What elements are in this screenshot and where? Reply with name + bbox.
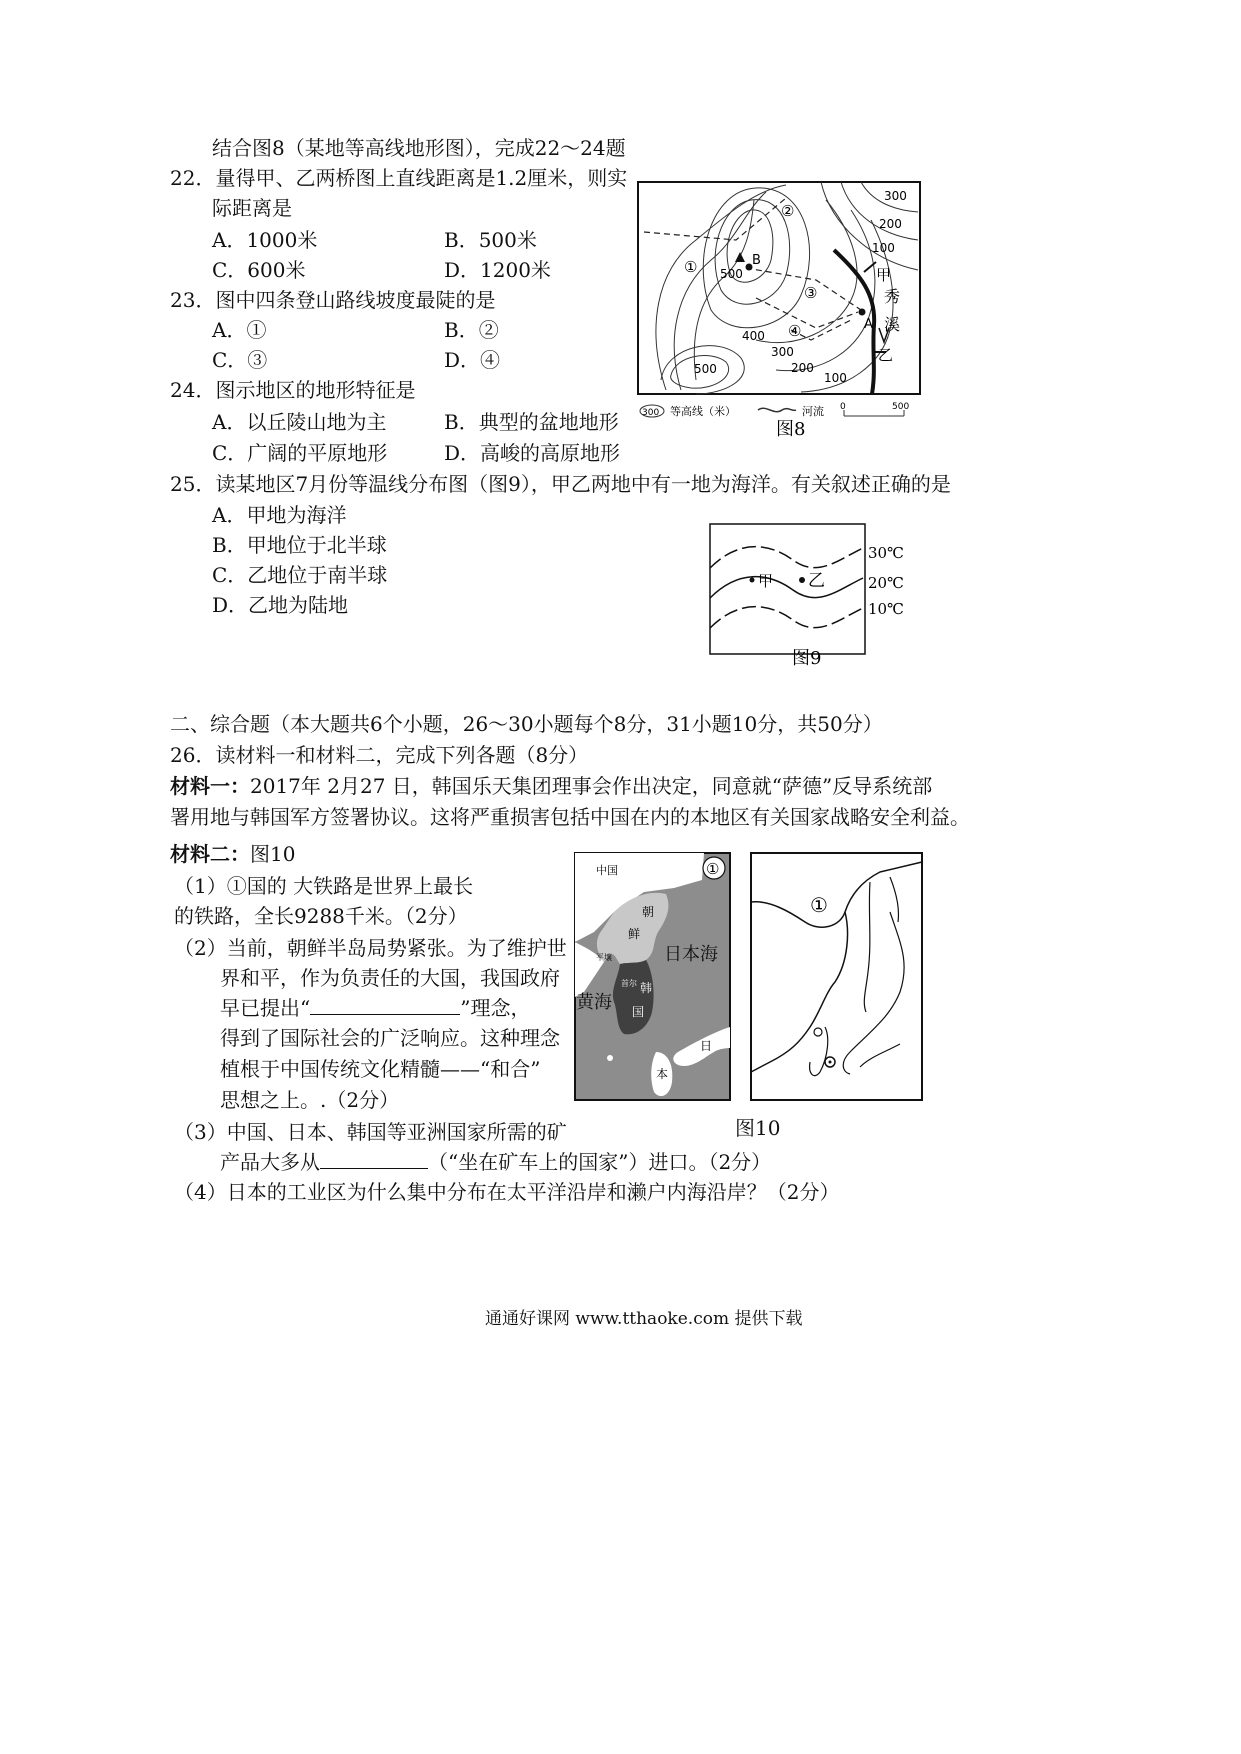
legend-contour-label: 等高线（米） [670, 405, 736, 418]
figure-9-isotherm-map [708, 520, 923, 670]
q25-option-a: A．甲地为海洋 [212, 503, 347, 527]
q26-part-2-line-3-suffix: ”理念， [460, 996, 531, 1020]
figure-10-caption: 图10 [735, 1116, 781, 1140]
q24-option-d: D．高峻的高原地形 [444, 441, 621, 465]
yi-label: 乙 [808, 571, 825, 591]
q22-stem-cont: 际距离是 [212, 196, 292, 220]
label-100-top: 100 [872, 241, 895, 255]
q24-option-a: A．以丘陵山地为主 [212, 410, 387, 434]
figure-8-contour-map [636, 180, 926, 438]
map-label-japan-sea: 日本海 [664, 944, 718, 965]
footer-credit: 通通好课网 www.tthaoke.com 提供下载 [485, 1309, 803, 1329]
q25-option-c: C．乙地位于南半球 [212, 563, 388, 587]
q22-stem: 22．量得甲、乙两桥图上直线距离是1.2厘米，则实 [170, 166, 628, 190]
label-300: 300 [771, 345, 794, 359]
map-circle-1-left: ① [706, 860, 720, 878]
q26-part-3-line-2 [220, 1150, 771, 1174]
q26-part-3-line-1: （3）中国、日本、韩国等亚洲国家所需的矿 [174, 1120, 567, 1144]
bridge-yi-label: 乙 [878, 346, 894, 364]
map-label-ben: 本 [656, 1067, 669, 1081]
label-200: 200 [791, 361, 814, 375]
bridge-jia-label: 甲 [876, 266, 892, 284]
river-xi-label: 溪 [884, 315, 901, 334]
answer-blank-2[interactable] [310, 996, 460, 1015]
intro-text: 结合图8（某地等高线地形图），完成22～24题 [212, 136, 626, 160]
map-label-china: 中国 [596, 864, 618, 877]
q26-part-1-line-1: （1）①国的 大铁路是世界上最长 [174, 874, 474, 898]
svg-text:0: 0 [840, 402, 846, 412]
q26-part-4: （4）日本的工业区为什么集中分布在太平洋沿岸和濑户内海沿岸？（2分） [174, 1180, 840, 1204]
q22-option-b: B．500米 [444, 228, 537, 252]
map-label-chao: 朝 [642, 905, 655, 919]
answer-blank-3[interactable] [320, 1150, 428, 1169]
label-400: 400 [742, 329, 765, 343]
q26-part-1-line-2: 的铁路，全长9288千米。（2分） [174, 904, 468, 928]
map-label-guo: 国 [632, 1005, 645, 1019]
q23-option-a: A．① [212, 318, 267, 342]
legend-river-label: 河流 [802, 405, 824, 418]
q26-part-2-line-6: 思想之上。.（2分） [220, 1088, 400, 1112]
q23-option-c: C．③ [212, 348, 268, 372]
legend-scale-end: 500 [892, 402, 910, 412]
material-1-line-1: 2017年 2月27 日，韩国乐天集团理事会作出决定，同意就“萨德”反导系统部 [250, 774, 933, 798]
map-label-seoul: 首尔 [621, 979, 637, 988]
q26-part-2-line-2: 界和平，作为负责任的大国，我国政府 [220, 966, 560, 990]
map-label-pyongyang: 平壤 [596, 953, 612, 962]
q24-stem: 24．图示地区的地形特征是 [170, 378, 416, 402]
route-1-label: ① [684, 258, 698, 276]
q26-part-3-line-2-suffix: （“坐在矿车上的国家”）进口。（2分） [428, 1150, 772, 1174]
q22-option-a: A．1000米 [212, 228, 318, 252]
q23-option-b: B．② [444, 318, 499, 342]
figure-10-right-map [750, 852, 924, 1102]
material-2-label: 材料二： [170, 842, 250, 866]
map-circle-1-right: ① [810, 893, 828, 917]
label-300-top: 300 [884, 189, 907, 203]
map-label-ri: 日 [700, 1039, 713, 1053]
q26-part-2-line-4: 得到了国际社会的广泛响应。这种理念 [220, 1026, 560, 1050]
q22-option-c: C．600米 [212, 258, 306, 282]
q25-stem: 25．读某地区7月份等温线分布图（图9），甲乙两地中有一地为海洋。有关叙述正确的是 [170, 472, 951, 496]
material-2-figure-ref: 图10 [250, 842, 296, 866]
map-label-yellow-sea: 黄海 [576, 992, 612, 1013]
section-2-heading: 二、综合题（本大题共6个小题，26～30小题每个8分，31小题10分，共50分） [170, 712, 883, 736]
route-2-label: ② [781, 202, 795, 220]
q23-stem: 23．图中四条登山路线坡度最陡的是 [170, 288, 496, 312]
isotherm-20-label: 20℃ [868, 574, 904, 592]
q24-option-c: C．广阔的平原地形 [212, 441, 388, 465]
figure-8-caption: 图8 [776, 419, 806, 438]
label-100: 100 [824, 371, 847, 385]
map-label-xian: 鲜 [628, 927, 641, 941]
q25-option-b: B．甲地位于北半球 [212, 533, 387, 557]
peak-elevation: 500 [720, 267, 743, 281]
q23-option-d: D．④ [444, 348, 501, 372]
figure-9-caption: 图9 [792, 648, 822, 669]
q26-part-2-line-3-prefix: 早已提出“ [220, 996, 311, 1020]
q26-part-2-line-3 [220, 996, 530, 1020]
legend-contour-sample: 300 [642, 408, 660, 418]
material-1-label: 材料一： [170, 774, 250, 798]
label-500-bottom: 500 [694, 362, 717, 376]
route-4-label: ④ [788, 322, 802, 340]
isotherm-30-label: 30℃ [868, 544, 904, 562]
q26-stem: 26．读材料一和材料二，完成下列各题（8分） [170, 743, 589, 767]
q26-part-2-line-1: （2）当前，朝鲜半岛局势紧张。为了维护世 [174, 936, 567, 960]
q26-part-2-line-5: 植根于中国传统文化精髓——“和合” [220, 1057, 541, 1081]
q22-option-d: D．1200米 [444, 258, 551, 282]
jia-label: 甲 [758, 572, 774, 590]
q26-part-3-line-2-prefix: 产品大多从 [220, 1150, 320, 1174]
figure-10-left-map [574, 852, 732, 1102]
route-3-label: ③ [804, 284, 818, 302]
isotherm-10-label: 10℃ [868, 600, 904, 618]
label-200-top: 200 [879, 217, 902, 231]
material-1-line-2: 署用地与韩国军方签署协议。这将严重损害包括中国在内的本地区有关国家战略安全利益。 [170, 805, 970, 829]
point-b-label: B [752, 253, 761, 268]
point-a-label: A [864, 317, 873, 332]
river-xiu-label: 秀 [884, 287, 901, 306]
q24-option-b: B．典型的盆地地形 [444, 410, 619, 434]
q25-option-d: D．乙地为陆地 [212, 593, 349, 617]
map-label-han: 韩 [640, 981, 653, 995]
